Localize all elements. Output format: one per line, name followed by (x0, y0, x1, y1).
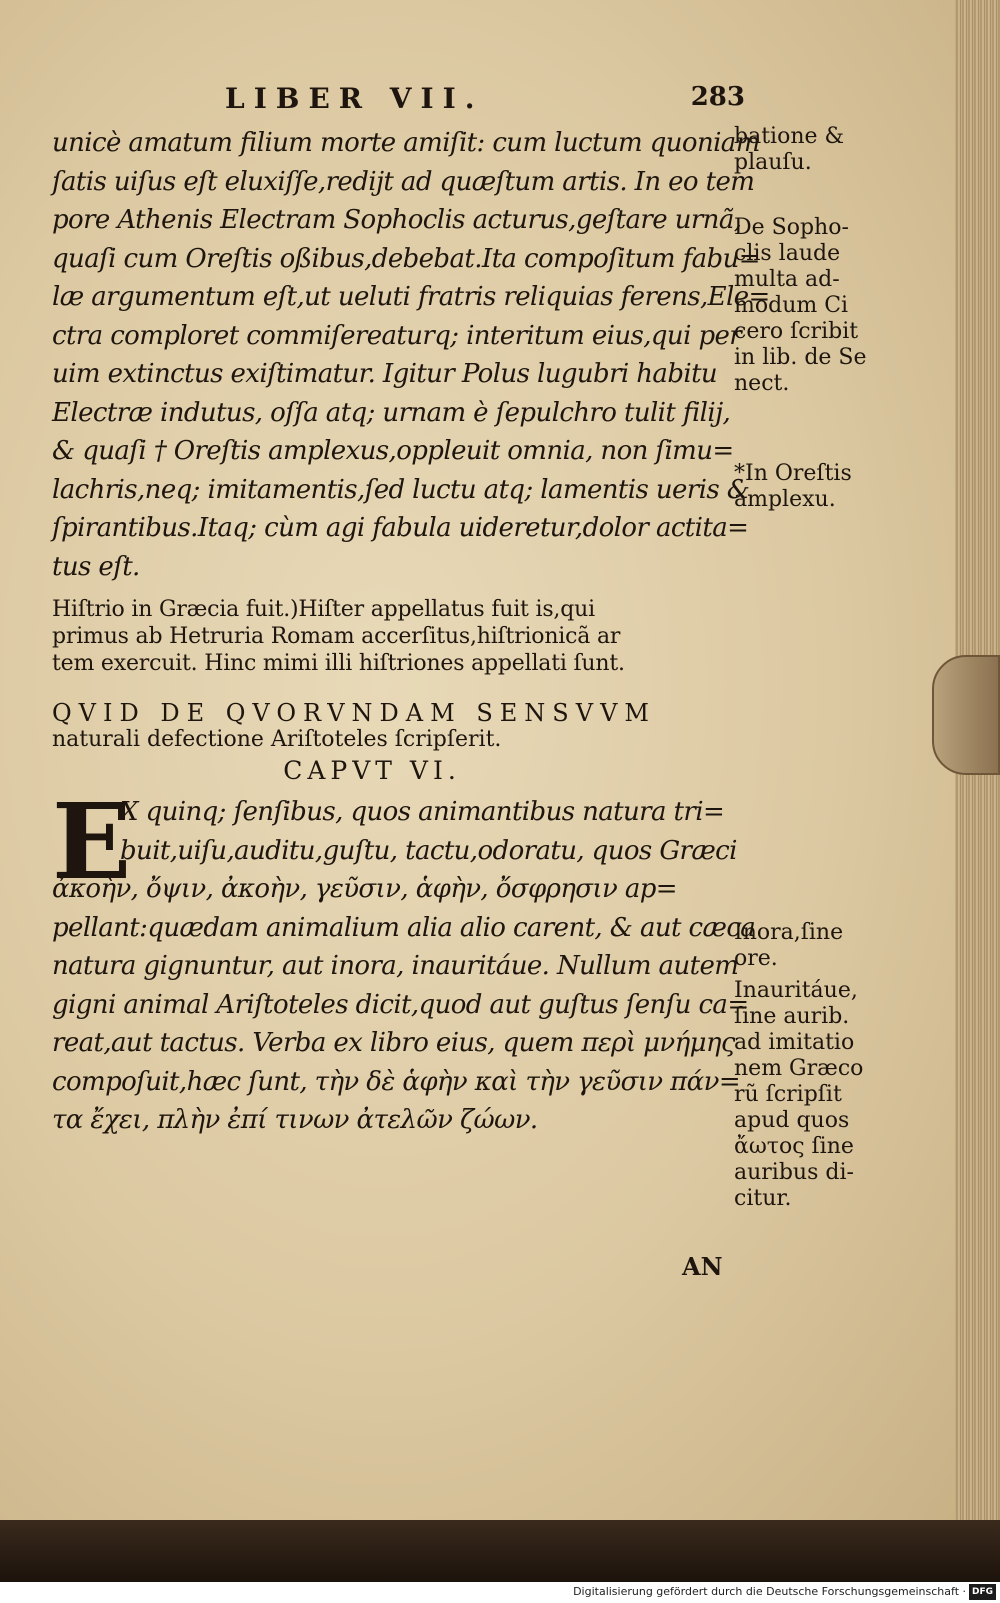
running-head: LIBER VII. (225, 82, 484, 115)
text-line: natura gignuntur, aut inora, inauritáue. Nullum autem (52, 951, 739, 981)
margin-note-line: rũ ſcripſit (734, 1082, 842, 1107)
margin-note (734, 920, 894, 972)
text-line: τα ἔχει, πλὴν ἐπί τινων ἀτελῶν ζώων. (52, 1105, 538, 1135)
text-line: unicè amatum filium morte amiſit: cum luctum quoniam (52, 128, 760, 158)
text-line: buit,uiſu,auditu,guſtu, tactu,odoratu, quos Græci (120, 835, 737, 866)
margin-note-line: amplexu. (734, 487, 836, 512)
margin-note-line: *In Oreſtis (734, 461, 852, 486)
margin-note-line: ſine aurib. (734, 1004, 850, 1029)
text-line: gigni animal Ariſtoteles dicit,quod aut guſtus ſenſu ca= (52, 989, 749, 1020)
text-line: ſpirantibus.Itaq; cùm agi fabula uideretur,dolor actita= (52, 513, 749, 543)
text-line: compoſuit,hæc ſunt, τὴν δὲ ἁφὴν καὶ τὴν γεῦσιν πάν= (52, 1066, 741, 1097)
margin-note-line: cero ſcribit (734, 319, 859, 344)
margin-note-line: in lib. de Se (734, 345, 867, 370)
funding-credit: Digitalisierung gefördert durch die Deutsche Forschungsgemeinschaft · (573, 1585, 966, 1598)
margin-note (734, 461, 894, 513)
dfg-logo: DFG (969, 1584, 996, 1600)
chapter-title-line: QVID DE QVORVNDAM SENSVVM (52, 699, 656, 727)
text-line: uim extinctus exiſtimatur. Igitur Polus lugubri habitu (52, 359, 718, 389)
text-line: ctra comploret commiſereaturq; interitum eius,qui per (52, 320, 742, 351)
digitization-footer (0, 1582, 1000, 1603)
catchword: AN (682, 1252, 723, 1281)
commentary-line: Hiſtrio in Græcia fuit.)Hiſter appellatus fuit is,qui (52, 597, 595, 622)
binding-shadow (0, 1520, 1000, 1582)
margin-note-line: ore. (734, 946, 778, 971)
margin-note-line: nect. (734, 371, 790, 396)
page-header (225, 82, 745, 122)
text-line: quaſi cum Oreſtis oßibus,debebat.Ita compoſitum fabu= (52, 243, 760, 274)
page-number: 283 (690, 82, 745, 112)
text-line: pellant:quædam animalium alia alio carent, & aut cæca (52, 912, 756, 943)
margin-note-line: auribus di- (734, 1160, 854, 1185)
margin-note-line: nem Græco (734, 1056, 864, 1081)
text-line: lachris,neq; imitamentis,ſed luctu atq; lamentis ueris & (52, 474, 750, 505)
margin-note-line: ἄωτος ſine (734, 1134, 854, 1159)
margin-note-line: modum Ci (734, 293, 849, 318)
chapter-number: CAPVT VI. (283, 756, 461, 785)
text-line: Electræ indutus, oſſa atq; urnam è ſepulchro tulit filij, (52, 397, 731, 428)
margin-note-line: plauſu. (734, 150, 812, 175)
margin-note-line: Inauritáue, (734, 978, 858, 1003)
chapter-heading (52, 699, 732, 789)
commentary-line: primus ab Hetruria Romam accerſitus,hiſtrionicã ar (52, 624, 621, 649)
drop-cap: E (52, 780, 132, 903)
margin-note-line: apud quos (734, 1108, 850, 1133)
text-line: reat,aut tactus. Verba ex libro eius, quem περὶ μνήμης (52, 1028, 735, 1058)
text-line: læ argumentum eſt,ut ueluti fratris reliquias ferens,Ele= (52, 282, 770, 312)
chapter-title-line: naturali defectione Ariſtoteles ſcripſerit. (52, 727, 502, 752)
text-line: X quinq; ſenſibus, quos animantibus natura tri= (120, 797, 725, 827)
commentary-paragraph (52, 596, 732, 677)
text-line: ἀκοὴν, ὄψιν, ἀκοὴν, γεῦσιν, ἁφὴν, ὄσφρησιν ap= (52, 874, 677, 904)
margin-note (734, 124, 894, 176)
text-line: ſatis uiſus eſt eluxiſſe,redijt ad quæſtum artis. In eo tem (52, 166, 755, 197)
text-line: & quaſi † Oreſtis amplexus,oppleuit omnia, non ſimu= (52, 436, 734, 466)
margin-note-line: batione & (734, 124, 845, 149)
text-line: tus eſt. (52, 551, 140, 582)
margin-note-line: clis laude (734, 241, 841, 266)
margin-note (734, 215, 894, 397)
margin-note (734, 978, 894, 1212)
margin-note-line: De Sopho- (734, 215, 849, 240)
margin-note-line: Inora,ſine (734, 920, 844, 945)
margin-note-line: citur. (734, 1186, 792, 1211)
text-line: pore Athenis Electram Sophoclis acturus,geſtare urnã, (52, 205, 742, 235)
margin-note-line: ad imitatio (734, 1030, 855, 1055)
commentary-line: tem exercuit. Hinc mimi illi hiſtriones appellati ſunt. (52, 651, 625, 676)
margin-note-line: multa ad- (734, 267, 840, 292)
book-clasp (932, 655, 1000, 775)
